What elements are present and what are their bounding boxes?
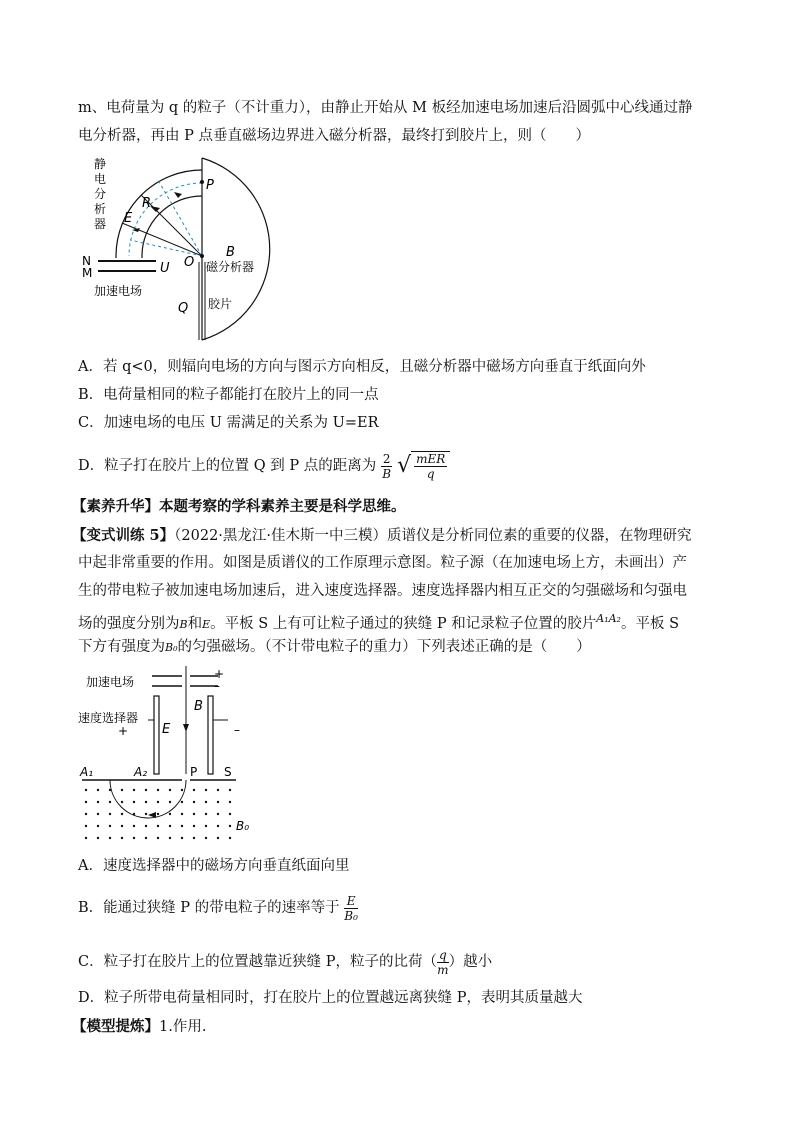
- q1-option-d-sqrt-den: q: [426, 467, 435, 481]
- q2-line4-e-symbol: E: [202, 617, 211, 631]
- q1-option-d: [78, 448, 450, 484]
- fig2-label-p: P: [190, 765, 198, 779]
- q1-option-c: C．加速电场的电压 U 需满足的关系为 U=ER: [78, 415, 379, 431]
- q1-option-d-frac-den: B: [382, 466, 392, 481]
- q2-option-c-num: q: [438, 947, 447, 962]
- fig1-label-fen: 分: [94, 187, 107, 201]
- q2-option-b-text: B．能通过狭缝 P 的带电粒子的速率等于: [78, 900, 340, 916]
- q1-option-d-frac-num: 2: [382, 451, 391, 466]
- q2-option-c-b: ）越小: [448, 954, 493, 970]
- fig2-label-a2: A₂: [134, 765, 148, 779]
- q2-line4-a1a2: A₁A₂: [596, 612, 621, 625]
- q2-line3: 生的带电粒子被加速电场加速后，进入速度选择器。速度选择器内相互正交的匀强磁场和匀强电: [78, 583, 687, 599]
- q2-line4-b: 和: [187, 615, 203, 632]
- moxing-tag: 【模型提炼】: [72, 1018, 159, 1035]
- q2-option-c-den: m: [437, 962, 449, 977]
- q2-line1-text: （2022·黑龙江·佳木斯一中三模）质谱仪是分析同位素的重要的仪器，在物理研究: [174, 528, 692, 544]
- fig2-label-accel-field: 加速电场: [86, 675, 135, 689]
- q2-line2: 中起非常重要的作用。如图是质谱仪的工作原理示意图。粒子源（在加速电场上方，未画出）产: [78, 555, 687, 571]
- fig1-label-n: N: [82, 254, 91, 268]
- q1-option-d-fraction: [381, 452, 393, 481]
- fig2-label-minus-top: –: [214, 679, 220, 693]
- fig2-label-b: B: [194, 699, 203, 714]
- fig1-label-film: 胶片: [208, 297, 233, 311]
- fig1-label-qi: 器: [94, 217, 107, 231]
- q1-intro-line2: 电分析器，再由 P 点垂直磁场边界进入磁分析器，最终打到胶片上，则（ ）: [78, 128, 590, 144]
- q2-line4: [78, 609, 679, 635]
- q2-option-b-den: B₀: [344, 908, 358, 923]
- fig1-label-o: O: [184, 255, 195, 270]
- mass-spectrometer-figure: [78, 662, 278, 840]
- fig1-label-b: B: [226, 245, 235, 260]
- q2-option-b-fraction: [344, 894, 358, 923]
- q2-option-c-fraction: [437, 948, 449, 977]
- q1-option-d-sqrt: [411, 451, 450, 481]
- q2-option-b-num: E: [344, 894, 358, 909]
- q2-line4-d: 。平板 S: [620, 615, 680, 632]
- fig1-label-magnetic-analyzer: 磁分析器: [206, 260, 255, 274]
- q2-tag: 【变式训练 5】: [72, 527, 175, 544]
- fig2-label-plus: +: [118, 724, 129, 738]
- fig1-label-e: E: [124, 211, 133, 226]
- q2-option-c-a: C．粒子打在胶片上的位置越靠近狭缝 P，粒子的比荷（: [78, 954, 437, 970]
- q2-option-a: A．速度选择器中的磁场方向垂直纸面向里: [78, 858, 350, 874]
- fig1-label-r: R: [142, 196, 152, 211]
- q2-line5-b0-symbol: B₀: [165, 641, 178, 654]
- fig1-label-u: U: [160, 261, 170, 276]
- q2-option-b: [78, 890, 358, 926]
- fig2-label-e: E: [162, 722, 171, 737]
- fig2-label-velocity-selector: 速度选择器: [78, 711, 139, 725]
- fig2-label-plus-top: +: [214, 667, 225, 681]
- fig1-label-p: P: [206, 178, 214, 193]
- suyang-tag: 【素养升华】: [72, 498, 159, 515]
- fig1-label-jing: 静: [94, 157, 107, 171]
- q2-line4-c: 。平板 S 上有可让粒子通过的狭缝 P 和记录粒子位置的胶片: [210, 615, 597, 632]
- fig2-label-b0: B₀: [236, 819, 250, 833]
- sqrt-sign: √: [397, 453, 412, 478]
- q1-intro-line1: m、电荷量为 q 的粒子（不计重力），由静止开始从 M 板经加速电场加速后沿圆弧中心线通过静: [78, 100, 693, 116]
- fig1-label-accel-field: 加速电场: [94, 284, 143, 298]
- q2-option-c: [78, 944, 492, 980]
- fig1-label-dian: 电: [94, 172, 107, 186]
- q1-option-d-sqrt-num: mER: [416, 452, 446, 466]
- fig2-label-a1: A₁: [80, 765, 94, 779]
- moxing-line: [72, 1017, 206, 1037]
- q1-option-b: B．电荷量相同的粒子都能打在胶片上的同一点: [78, 387, 379, 403]
- fig2-label-s: S: [224, 765, 232, 779]
- fig2-label-minus: –: [234, 723, 240, 737]
- q1-option-a: A．若 q<0，则辐向电场的方向与图示方向相反，且磁分析器中磁场方向垂直于纸面向外: [78, 359, 646, 375]
- suyang-line: [72, 497, 406, 517]
- suyang-text: 本题考察的学科素养主要是科学思维。: [159, 498, 406, 515]
- moxing-text: 1.作用.: [159, 1019, 207, 1035]
- mass-analyzer-figure: [78, 150, 298, 350]
- q2-line5-a: 下方有强度为: [78, 639, 165, 655]
- fig1-label-q: Q: [178, 301, 189, 316]
- q2-line4-a: 场的强度分别为: [78, 615, 180, 632]
- fig1-label-xi: 析: [94, 202, 107, 216]
- q2-line4-b-symbol: B: [179, 617, 188, 631]
- q2-line1: [72, 526, 692, 546]
- q1-option-d-text: D．粒子打在胶片上的位置 Q 到 P 点的距离为: [78, 458, 377, 474]
- q2-option-d: D．粒子所带电荷量相同时，打在胶片上的位置越远离狭缝 P，表明其质量越大: [78, 990, 583, 1006]
- fig1-label-m: M: [82, 266, 93, 280]
- q2-line5: [78, 637, 591, 658]
- q2-line5-b: 的匀强磁场。（不计带电粒子的重力）下列表述正确的是（ ）: [177, 639, 591, 655]
